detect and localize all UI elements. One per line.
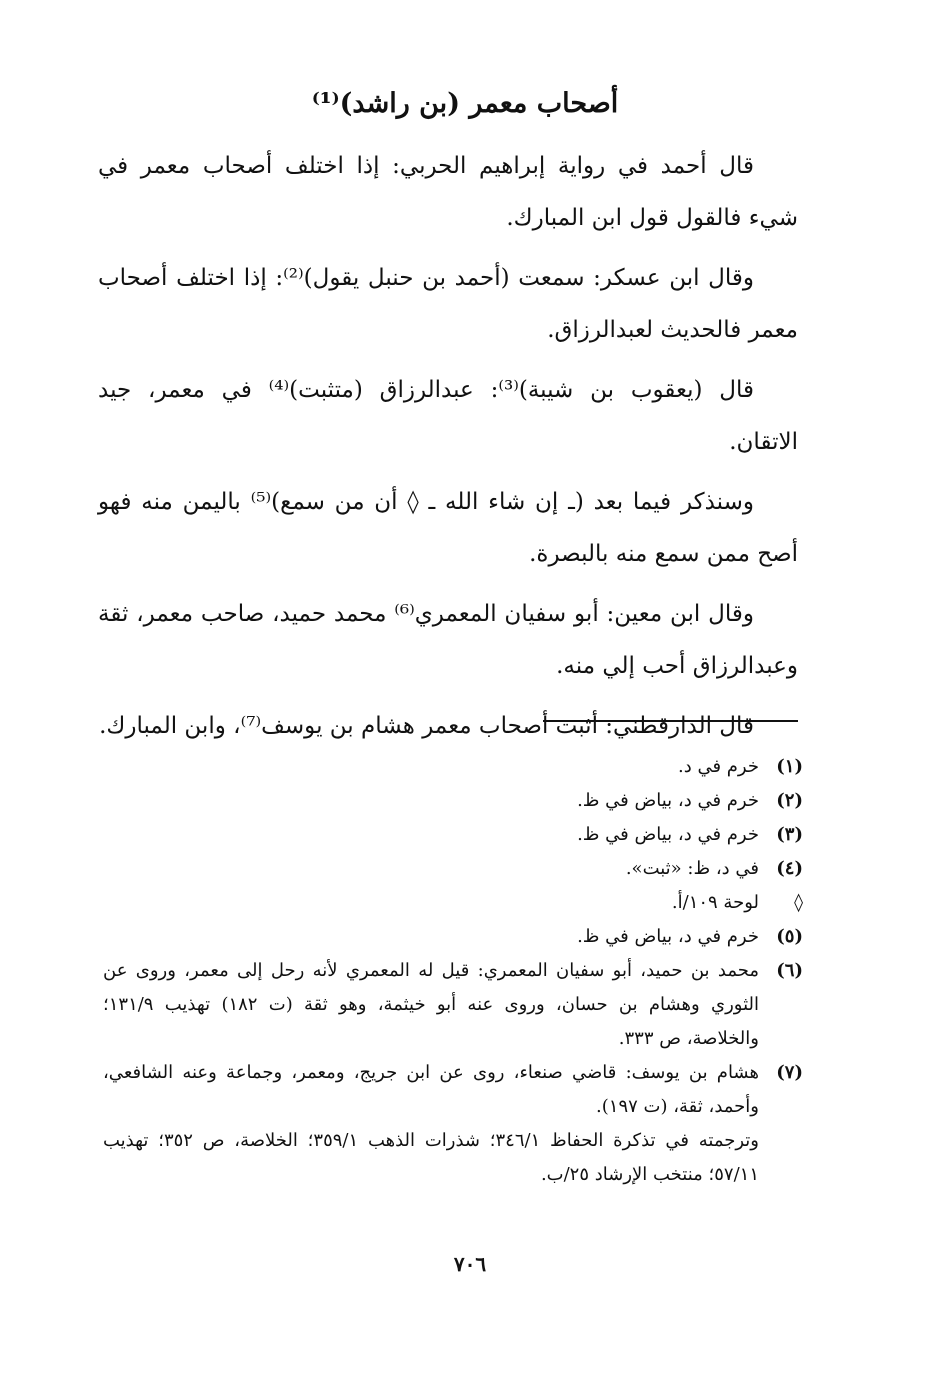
footnote-2 [103,784,803,818]
footnote-7-continuation: وترجمته في تذكرة الحفاظ ٣٤٦/١؛ شذرات الذهب ٣٥٩/١؛ الخلاصة، ص ٣٥٢؛ تهذيب ٥٧/١١؛ منتخب الإرشاد ٢٥/ب. [103,1130,759,1185]
footnote-7 [103,1056,803,1124]
body-text [98,140,798,760]
paragraph-1: قال أحمد في رواية إبراهيم الحربي: إذا اختلف أصحاب معمر في شيء فالقول قول ابن المبارك. [98,153,798,231]
paragraph-4: وسنذكر فيما بعد (ـ إن شاء الله ـ ◊ أن من سمع)⁽⁵⁾ باليمن منه فهو أصح ممن سمع منه بالبصرة. [98,489,798,567]
footnote-mark: (٣) [776,824,803,845]
footnote-divider [543,720,798,722]
footnote-mark: (٥) [776,926,803,947]
section-title: أصحاب معمر (بن راشد)⁽¹⁾ [311,88,619,119]
paragraph-3: قال (يعقوب بن شيبة)⁽³⁾: عبدالرزاق (متثبت)⁽⁴⁾ في معمر، جيد الاتقان. [98,377,798,455]
footnote-1 [103,750,803,784]
footnote-mark: (٧) [776,1062,803,1083]
paragraph-6: قال الدارقطني: أثبت أصحاب معمر هشام بن يوسف⁽⁷⁾، وابن المبارك. [99,713,754,739]
footnote-text: هشام بن يوسف: قاضي صنعاء، روى عن ابن جريج، ومعمر، وجماعة وعنه الشافعي، وأحمد، ثقة، (ت ١٩٧). [103,1062,759,1117]
folio-mark-icon: ◊ [794,892,803,913]
paragraph-2: وقال ابن عسكر: سمعت (أحمد بن حنبل يقول)⁽²⁾: إذا اختلف أصحاب معمر فالحديث لعبدالرزاق. [98,265,798,343]
footnote-3 [103,818,803,852]
footnote-mark: (٦) [776,960,803,981]
footnote-text: محمد بن حميد، أبو سفيان المعمري: قيل له المعمري لأنه رحل إلى معمر، وروى عن الثوري وهشام بن حسان، وروى عنه أبو خيثمة، وهو ثقة (ت ١٨٢) تهذيب ١٣١/٩؛ والخلاصة، ص ٣٣٣. [103,960,759,1049]
page-number: ٧٠٦ [453,1252,487,1276]
footnote-text: خرم في د، بياض في ظ. [577,926,759,947]
footnote-5 [103,920,803,954]
footnote-text: خرم في د. [678,756,759,777]
footnote-mark: (١) [776,756,803,777]
footnote-folio [103,886,803,920]
paragraph-5: وقال ابن معين: أبو سفيان المعمري⁽⁶⁾ محمد حميد، صاحب معمر، ثقة وعبدالرزاق أحب إلي منه. [98,601,798,679]
footnotes [103,750,803,1192]
footnote-4 [103,852,803,886]
footnote-text: خرم في د، بياض في ظ. [577,790,759,811]
footnote-mark: (٢) [776,790,803,811]
footnote-text: في د، ظ: «ثبت». [625,858,759,879]
footnote-6 [103,954,803,1056]
footnote-text: خرم في د، بياض في ظ. [577,824,759,845]
footnote-text: لوحة ١٠٩/أ. [671,892,759,913]
footnote-mark: (٤) [776,858,803,879]
